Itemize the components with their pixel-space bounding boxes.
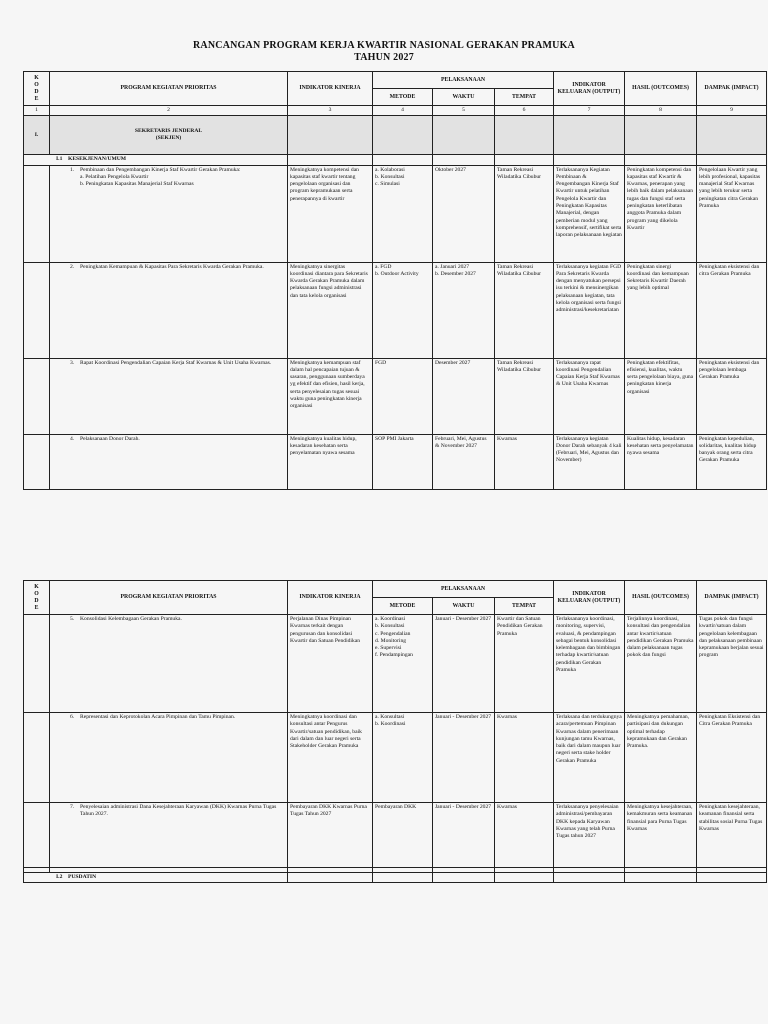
metode-item: b. Outdoor Activity [375,270,419,277]
metode-cell [373,713,433,803]
keluaran-cell: Terlaksananya penyelesaian administrasi/pembayaran DKK kepada Karyawan Kwarnas yang telah Purna Tugas tahun 2027 [554,803,625,868]
program-cell [50,803,288,868]
keluaran-cell: Terlaksana dan terdukungnya acara/pertemuan Pimpinan Kwarnas dalam penerimaan kunjungan tamu Kwarnas, baik dari dalam maupun luar negeri serta stake holder Gerakan Pramuka [554,713,625,803]
subsection-row [24,873,767,883]
metode-item: a. Konsultasi [375,714,405,720]
indikator-header: INDIKATOR KINERJA [288,72,373,106]
dampak-cell: Peningkatan Eksistensi dan Citra Gerakan Pramuka [697,713,767,803]
program-line: Penyelesaian administrasi Dana Kesejahteraan Karyawan (DKK) Kwarnas Purna Tugas Tahun 2027. [80,804,277,818]
tempat-cell: Kwarnas [495,434,554,489]
tempat-cell: Taman Rekreasi Wiladatika Cibubur [495,358,554,434]
dampak-header: DAMPAK (IMPACT) [697,581,767,615]
empty-cell [554,873,625,883]
metode-cell [373,262,433,358]
pelaksanaan-header: PELAKSANAAN [373,72,554,89]
program-line: Representasi dan Keprotokolan Acara Pimpinan dan Tamu Pimpinan. [80,714,236,720]
column-number: 8 [625,106,697,116]
waktu-cell: Desember 2027 [433,358,495,434]
hasil-cell: Peningkatan kompetensi dan kapasitas staf Kwartir & Kwarnas, penerapan yang lebih baik dalam pelaksanaan tugas dan fungsi staf serta peningkatan keterlibatan anggota Pramuka dalam program yang dikelola Kwartir [625,165,697,262]
hasil-header: HASIL (OUTCOMES) [625,581,697,615]
hasil-cell: Terjalinnya koordinasi, konsultasi dan pengendalian antar kwartir/satuan pendidikan Gerakan Pramuka dalam pelaksanaan tugas pokok dan fungsi [625,615,697,713]
dampak-cell: Peningkatan kesejahteraan, keamanan finansial serta stabilitas sosial Purna Tugas Kwarnas [697,803,767,868]
waktu-cell: Februari, Mei, Agustus & November 2027 [433,434,495,489]
program-table-part-2 [23,580,767,883]
tempat-header: TEMPAT [495,89,554,106]
metode-cell [373,803,433,868]
subsection-code: I.1 [56,156,63,163]
metode-item: d. Monitoring [375,637,407,644]
metode-cell [373,165,433,262]
column-number: 4 [373,106,433,116]
waktu-cell: Januari - Desember 2027 [433,803,495,868]
metode-item: SOP PMI Jakarta [375,435,414,442]
subsection-code: I.2 [56,874,63,880]
tempat-cell: Taman Rekreasi Wiladatika Cibubur [495,165,554,262]
empty-cell [697,873,767,883]
indikator-cell: Meningkatnya kualitas hidup, kesadaran kesehatan serta penyelamatan nyawa sesama [288,434,373,489]
program-line: b. Peningkatan Kapasitas Manajerial Staf Kwarnas [80,181,194,188]
column-number: 5 [433,106,495,116]
document-title: RANCANGAN PROGRAM KERJA KWARTIR NASIONAL GERAKAN PRAMUKA [193,40,575,51]
hasil-cell: Meningkatnya kesejahteraan, kemakmuran serta keamanan finansial para Purna Tugas Kwarnas [625,803,697,868]
waktu-cell: Januari - Desember 2027 [433,615,495,713]
row-number: 1. [70,166,75,173]
hasil-cell: Meningkatnya pemahaman, partisipasi dan dukungan optimal terhadap kepramukaan dan Gerakan Pramuka. [625,713,697,803]
tempat-cell: Kwartir dan Satuan Pendidikan Gerakan Pramuka [495,615,554,713]
program-cell [50,434,288,489]
hasil-header: HASIL (OUTCOMES) [625,72,697,106]
empty-cell [373,873,433,883]
keluaran-cell: Terlaksananya kegiatan FGD Para Sekretaris Kwarda dengan menyatukan persepsi isu terkini & mensinergikan pelaksanaan kegiatan, tata kelola organisasi serta fungsi administrasi/kesekretariatan [554,262,625,358]
subsection-label [24,873,288,883]
tempat-header: TEMPAT [495,598,554,615]
kode-header [24,72,50,106]
row-code-cell [24,615,50,713]
waktu-cell: Januari - Desember 2027 [433,713,495,803]
subsection-name: KESEKJENAN/UMUM [67,156,127,163]
metode-item: b. Konsultasi [375,623,405,630]
kode-letter: O [34,590,39,597]
row-number: 6. [70,714,75,720]
waktu-header: WAKTU [433,89,495,106]
table-header [24,581,767,615]
program-cell [50,713,288,803]
row-number: 3. [70,359,75,366]
column-number: 1 [24,106,50,116]
dampak-header: DAMPAK (IMPACT) [697,72,767,106]
tempat-cell: Kwarnas [495,803,554,868]
metode-item: a. Kolaborasi [375,166,405,173]
metode-item: a. Koordinasi [375,616,406,622]
row-number: 4. [70,435,75,442]
kode-header [24,581,50,615]
metode-item: Pembayaran DKK [375,804,417,810]
column-number: 9 [697,106,767,116]
column-number: 3 [288,106,373,116]
dampak-cell: Peningkatan eksistensi dan pengelolaan lembaga Gerakan Pramuka [697,358,767,434]
dampak-cell: Pengelolaan Kwartir yang lebih profesional, kapasitas manajerial Staf Kwarnas yang lebih terukur serta peningkatan citra Gerakan Pramuka [697,165,767,262]
table-row [24,803,767,868]
hasil-cell: Kualitas hidup, kesadaran kesehatan serta penyelamatan nyawa sesama [625,434,697,489]
section-name [50,116,288,155]
indikator-cell: Meningkatnya koordinasi dan konsultasi antar Pengurus Kwartir/satuan pendidikan, baik dari dalam dan luar negeri serta Stakeholder Gerakan Pramuka [288,713,373,803]
subsection-row [24,155,767,165]
row-code-cell [24,713,50,803]
pelaksanaan-header: PELAKSANAAN [373,581,554,598]
waktu-cell: Oktober 2027 [433,165,495,262]
dampak-cell: Peningkatan kepedulian, solidaritas, kualitas hidup banyak orang serta citra Gerakan Pramuka [697,434,767,489]
column-number-row [24,106,767,116]
metode-item: FGD [375,359,387,366]
metode-header: METODE [373,89,433,106]
empty-cell [288,873,373,883]
table-row [24,615,767,713]
program-header: PROGRAM KEGIATAN PRIORITAS [50,581,288,615]
table-row [24,434,767,489]
kode-letter: E [34,95,39,102]
subsection-label [24,155,288,165]
indikator-cell: Meningkatnya kompetensi dan kapasitas staf kwartir tentang pengelolaan organisasi dan program kepramukaan serta penerapannya di kwartir [288,165,373,262]
program-line: Peningkatan Kemampuan & Kapasitas Para Sekretaris Kwarda Gerakan Pramuka. [80,263,264,270]
subsection-name: PUSDATIN [67,874,97,880]
program-cell [50,165,288,262]
program-cell [50,262,288,358]
keluaran-header: INDIKATOR KELUARAN (OUTPUT) [554,581,625,615]
keluaran-cell: Terlaksananya kegiatan Donor Darah sebanyak 4 kali (Februari, Mei, Agustus dan November) [554,434,625,489]
program-line: a. Pelatihan Pengelola Kwartir [80,173,149,180]
metode-item: b. Koordinasi [375,721,406,728]
table-row [24,358,767,434]
program-cell [50,358,288,434]
program-line: Pelaksanaan Donor Darah. [80,435,140,442]
metode-item: b. Konsultasi [375,173,405,180]
program-table-part-1 [23,71,767,490]
metode-cell [373,358,433,434]
dampak-cell: Peningkatan eksistensi dan citra Gerakan Pramuka [697,262,767,358]
hasil-cell: Peningkatan efektifitas, efisiensi, kualitas, waktu serta pengelolaan biaya, guna peningkatan kinerja organisasi [625,358,697,434]
section-name-line2: (SEKJEN) [155,135,182,142]
row-code-cell [24,262,50,358]
table-row [24,262,767,358]
column-number: 7 [554,106,625,116]
metode-item: c. Simulasi [375,181,400,188]
program-header: PROGRAM KEGIATAN PRIORITAS [50,72,288,106]
row-number: 5. [70,616,75,622]
empty-cell [495,873,554,883]
indikator-cell: Meningkatnya kemampuan staf dalam hal pencapaian tujuan & sasaran, penggunaan sumberdaya yg efektif dan efisien, hasil kerja, serta penyelesaian tugas sesuai waktu guna peningkatan kinerja organisasi [288,358,373,434]
metode-cell [373,615,433,713]
table-row [24,713,767,803]
row-number: 2. [70,263,75,270]
waktu-cell: a. Januari 2027 b. Desember 2027 [433,262,495,358]
document-year: TAHUN 2027 [354,52,414,63]
row-code-cell [24,803,50,868]
program-cell [50,615,288,713]
indikator-cell: Pembayaran DKK Kwarnas Purna Tugas Tahun 2027 [288,803,373,868]
program-line: Pembinaan dan Pengembangan Kinerja Staf Kwartir Gerakan Pramuka: [80,166,241,173]
metode-item: f. Pendampingan [375,652,413,659]
row-number: 7. [70,804,75,810]
waktu-header: WAKTU [433,598,495,615]
keluaran-header: INDIKATOR KELUARAN (OUTPUT) [554,72,625,106]
kode-letter: E [34,604,39,611]
keluaran-cell: Terlaksananya koordinasi, monitoring, supervisi, evaluasi, & pendampingan sebagai bentuk konsolidasi kelembagaan dan bimbingan terhadap kwartir/satuan pendidikan Gerakan Pramuka [554,615,625,713]
metode-item: e. Supervisi [375,645,402,652]
empty-cell [433,873,495,883]
kode-letter: K [34,583,39,590]
keluaran-cell: Terlaksananya rapat koordinasi Pengendalian Capaian Kerja Staf Kwarnas & Unit Usaha Kwarnas [554,358,625,434]
row-code-cell [24,358,50,434]
column-number: 2 [50,106,288,116]
column-number: 6 [495,106,554,116]
section-row [24,116,767,155]
table-header [24,72,767,116]
indikator-cell: Meningkatnya sinergitas koordinasi diantara para Sekretaris Kwarda Gerakan Pramuka dalam pelaksanaan fungsi administrasi dan tata kelola organisasi [288,262,373,358]
empty-cell [625,873,697,883]
metode-item: c. Pengendalian [375,630,411,637]
program-line: Konsolidasi Kelembagaan Gerakan Pramuka. [80,616,182,622]
kode-letter: O [34,81,39,88]
tempat-cell: Kwarnas [495,713,554,803]
hasil-cell: Peningkatan sinergi koordinasi dan kemampuan Sekretaris Kwartir Daerah yang lebih optimal [625,262,697,358]
metode-item: a. FGD [375,263,392,270]
keluaran-cell: Terlaksananya Kegiatan Pembinaan & Pengembangan Kinerja Staf Kwartir untuk pelatihan Pengelola Kwartir dan Peningkatan Kapasitas Manajerial, dengan pemberian modul yang komprehensif, sertifikat serta laporan pelaksanaan kegiatan [554,165,625,262]
kode-letter: D [34,88,39,95]
metode-header: METODE [373,598,433,615]
section-code: I. [24,116,50,155]
row-code-cell [24,434,50,489]
row-code-cell [24,165,50,262]
metode-cell [373,434,433,489]
kode-letter: K [34,74,39,81]
kode-letter: D [34,597,39,604]
tempat-cell: Taman Rekreasi Wiladatika Cibubur [495,262,554,358]
dampak-cell: Tugas pokok dan fungsi kwartir/satuan dalam pengelolaan kelembagaan dan pelaksanaan pembinaan kepramukaan berjalan sesuai program [697,615,767,713]
section-name-line1: SEKRETARIS JENDERAL [134,128,203,134]
indikator-cell: Perjalanan Dinas Pimpinan Kwarnas terkait dengan pengurusan dan konsolidasi Kwartir dan Satuan Pendidikan [288,615,373,713]
indikator-header: INDIKATOR KINERJA [288,581,373,615]
table-row [24,165,767,262]
program-line: Rapat Koordinasi Pengendalian Capaian Kerja Staf Kwarnas & Unit Usaha Kwarnas. [80,359,272,366]
